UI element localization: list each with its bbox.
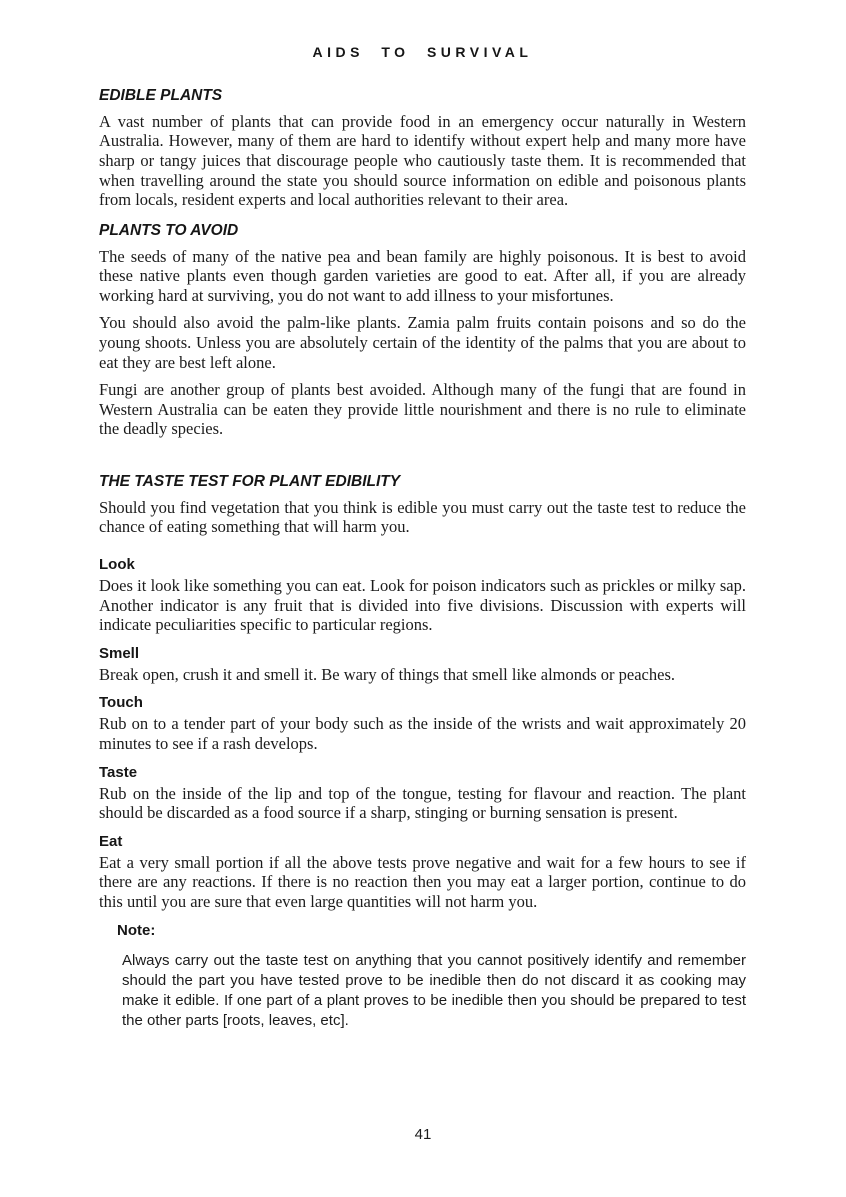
section-edible-plants bbox=[99, 87, 746, 210]
step-text-eat: Eat a very small portion if all the above tests prove negative and wait for a few hours to see if there are any reactions. If there is no reaction then you may eat a larger portion, continue to do this until you are sure that even large quantities will not harm you. bbox=[99, 852, 746, 911]
step-title-taste: Taste bbox=[99, 763, 138, 781]
plants-to-avoid-paragraph-3: Fungi are another group of plants best avoided. Although many of the fungi that are found in Western Australia can be eaten they provide little nourishment and there is no rule to eliminate the deadly species. bbox=[99, 380, 746, 439]
plants-to-avoid-paragraph-1: The seeds of many of the native pea and bean family are highly poisonous. It is best to avoid these native plants even though garden varieties are good to eat. After all, if you are already working hard at surviving, you do not want to add illness to your misfortunes. bbox=[99, 246, 746, 305]
running-header: AIDS TO SURVIVAL bbox=[312, 44, 533, 60]
edible-plants-paragraph: A vast number of plants that can provide food in an emergency occur naturally in Western Australia. However, many of them are hard to identify without expert help and many more have sharp or tangy juices that discourage people who cautiously taste them. It is recommended that when travelling around the state you should source information on edible and poisonous plants from locals, resident experts and local authorities relevant to their area. bbox=[99, 111, 746, 210]
step-text-look: Does it look like something you can eat. Look for poison indicators such as prickles or milky sap. Another indicator is any fruit that is divided into five divisions. Discussion with experts will indicate peculiarities specific to particular regions. bbox=[99, 575, 746, 635]
section-plants-to-avoid bbox=[99, 222, 746, 439]
note-text: Always carry out the taste test on anything that you cannot positively identify and remember should the part you have tested prove to be inedible then do not discard it as cooking may make it edible. If one part of a plant proves to be inedible then you should be prepared to test the other parts [roots, leaves, etc]. bbox=[122, 952, 746, 1030]
note-block bbox=[117, 922, 746, 1031]
section-title-edible-plants: EDIBLE PLANTS bbox=[99, 87, 223, 104]
section-title-plants-to-avoid: PLANTS TO AVOID bbox=[99, 221, 239, 239]
step-text-touch: Rub on to a tender part of your body such as the inside of the wrists and wait approximately 20 minutes to see if a rash develops. bbox=[99, 714, 746, 753]
plants-to-avoid-paragraph-2: You should also avoid the palm-like plants. Zamia palm fruits contain poisons and so do the young shoots. Unless you are absolutely certain of the identity of the palms that you are about to eat they are best left alone. bbox=[99, 313, 746, 372]
taste-test-intro-paragraph: Should you find vegetation that you think is edible you must carry out the taste test to reduce the chance of eating something that will harm you. bbox=[99, 497, 746, 537]
step-text-smell: Break open, crush it and smell it. Be wary of things that smell like almonds or peaches. bbox=[99, 664, 675, 684]
step-title-look: Look bbox=[99, 555, 135, 573]
step-title-eat: Eat bbox=[99, 832, 123, 850]
step-title-touch: Touch bbox=[99, 694, 143, 712]
note-label: Note: bbox=[117, 922, 156, 940]
step-text-taste: Rub on the inside of the lip and top of the tongue, testing for flavour and reaction. The plant should be discarded as a food source if a sharp, stinging or burning sensation is present. bbox=[99, 783, 746, 823]
page-number: 41 bbox=[414, 1126, 432, 1143]
section-title-taste-test: THE TASTE TEST FOR PLANT EDIBILITY bbox=[99, 472, 401, 490]
section-taste-test bbox=[99, 473, 746, 912]
step-title-smell: Smell bbox=[99, 644, 140, 662]
